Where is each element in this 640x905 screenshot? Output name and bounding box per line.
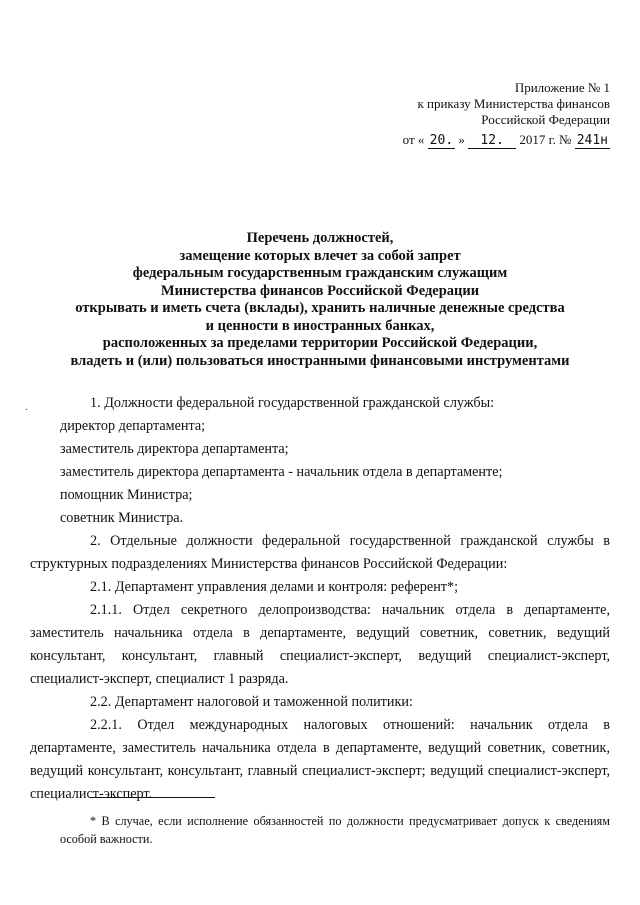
paragraph-2-2-1: 2.2.1. Отдел международных налоговых отношений: начальник отдела в департаменте, заместитель начальника отдела в департаменте, ведущий советник, советник, ведущий консультант, консультант, главный специалист-эксперт; ведущий специалист-эксперт, специалист-эксперт.: [30, 717, 610, 802]
paragraph-2-2: 2.2. Департамент налоговой и таможенной политики:: [90, 694, 413, 710]
position-item: директор департамента;: [60, 418, 206, 434]
position-item: заместитель директора департамента;: [60, 441, 289, 457]
position-item: заместитель директора департамента - начальник отдела в департаменте;: [60, 464, 503, 480]
order-day: 20.: [429, 133, 454, 148]
document-title: [30, 230, 610, 370]
title-line: владеть и (или) пользоваться иностранными финансовыми инструментами: [70, 352, 570, 369]
order-date-line: [403, 132, 610, 149]
title-line: расположенных за пределами территории Российской Федерации,: [102, 335, 538, 351]
title-line: федеральным государственным гражданским служащим: [132, 265, 508, 281]
title-line: Министерства финансов Российской Федерации: [160, 282, 480, 299]
position-item: советник Министра.: [60, 510, 184, 526]
footnote-divider: [90, 797, 215, 798]
position-item: помощник Министра;: [60, 487, 193, 503]
title-line: открывать и иметь счета (вклады), хранить наличные денежные средства: [75, 300, 565, 316]
document-body: [30, 392, 610, 806]
scan-mark: ·: [25, 405, 29, 416]
paragraph-2-1-1: 2.1.1. Отдел секретного делопроизводства: начальник отдела в департаменте, заместитель начальника отдела в департаменте, ведущий советник, советник, ведущий консультант, консультант, главный специалист-эксперт, ведущий специалист-эксперт, специалист-эксперт, специалист 1 разряда.: [30, 602, 610, 687]
paragraph-1: 1. Должности федеральной государственной гражданской службы:: [90, 395, 495, 411]
appendix-line-1: Приложение № 1: [514, 80, 610, 95]
date-prefix: от «: [402, 132, 425, 147]
appendix-line-2: к приказу Министерства финансов: [417, 96, 610, 111]
date-mid: »: [458, 132, 465, 147]
appendix-line-3: Российской Федерации: [481, 112, 610, 127]
footnote: * В случае, если исполнение обязанностей по должности предусматривает допуск к сведениям особой важности.: [60, 814, 610, 846]
paragraph-2-1: 2.1. Департамент управления делами и контроля: референт*;: [90, 579, 459, 595]
order-year: 2017 г. №: [519, 132, 572, 147]
paragraph-2: 2. Отдельные должности федеральной государственной гражданской службы в структурных подразделениях Министерства финансов Российской Федерации:: [30, 533, 610, 572]
appendix-header: [403, 80, 610, 149]
title-line: замещение которых влечет за собой запрет: [179, 247, 461, 264]
order-number: 241н: [576, 133, 608, 148]
order-month: 12.: [468, 134, 516, 149]
title-line: и ценности в иностранных банках,: [205, 317, 435, 334]
title-line: Перечень должностей,: [246, 230, 394, 246]
